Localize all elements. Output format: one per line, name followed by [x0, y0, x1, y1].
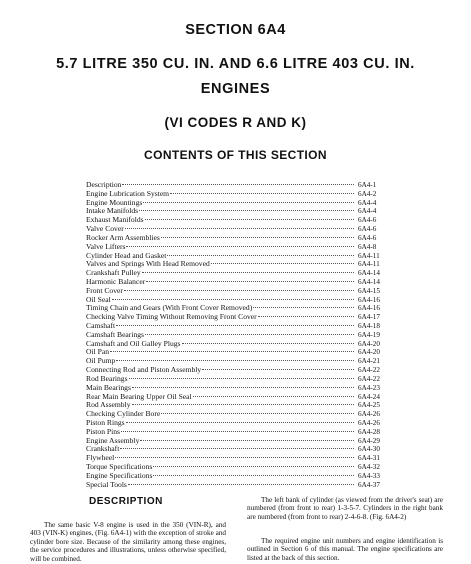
toc-entry-title: Crankshaft Pulley: [86, 268, 141, 278]
toc-entry-title: Piston Pins: [86, 426, 120, 436]
toc-entry-page: 6A4-16: [358, 295, 380, 304]
toc-entry-page: 6A4-30: [358, 445, 380, 454]
toc-entry-title: Rear Main Bearing Upper Oil Seal: [86, 391, 192, 401]
toc-entry-title: Oil Pan: [86, 347, 109, 357]
toc-leader-dots: [129, 378, 354, 379]
toc-leader-dots: [161, 237, 354, 238]
toc-leader-dots: [170, 193, 354, 194]
toc-entry-title: Timing Chain and Gears (With Front Cover Removed): [86, 303, 253, 313]
toc-leader-dots: [143, 202, 354, 203]
toc-entry-page: 6A4-14: [358, 277, 380, 286]
toc-entry-page: 6A4-31: [358, 454, 380, 463]
toc-entry: [86, 481, 396, 490]
table-of-contents: [86, 181, 396, 489]
toc-entry: [86, 348, 396, 357]
toc-entry-page: 6A4-37: [358, 480, 380, 489]
toc-entry-page: 6A4-20: [358, 348, 380, 357]
toc-entry-title: Valves and Springs With Head Removed: [86, 259, 210, 269]
toc-leader-dots: [193, 396, 354, 397]
toc-entry-title: Harmonic Balancer: [86, 276, 146, 286]
toc-entry-title: Valve Lifters: [86, 241, 126, 251]
description-paragraph-right-2: The required engine unit numbers and engine identification is outlined in Section 6 of this manual. The engine specifications are listed at the back of this section.: [247, 537, 443, 562]
toc-leader-dots: [126, 246, 354, 247]
toc-leader-dots: [211, 263, 354, 264]
description-paragraph-left: The same basic V-8 engine is used in the 350 (VIN-R), and 403 (VIN-K) engines, (Fig. 6A4-1) with the exception of stroke and cylinder bore size. Because of the similarity among these engines, the service procedures and illustrations, unless otherwise specified, will be combined.: [30, 521, 226, 563]
toc-leader-dots: [121, 431, 354, 432]
toc-entry-title: Rod Bearings: [86, 373, 128, 383]
toc-entry-title: Flywheel: [86, 453, 115, 463]
toc-entry-title: Cylinder Head and Gasket: [86, 250, 167, 260]
toc-entry-title: Checking Cylinder Bore: [86, 409, 161, 419]
toc-leader-dots: [132, 404, 354, 405]
toc-entry-page: 6A4-29: [358, 436, 380, 445]
toc-entry-title: Camshaft: [86, 321, 116, 330]
toc-entry-title: Checking Valve Timing Without Removing Front Cover: [86, 312, 257, 322]
toc-entry: [86, 445, 396, 454]
toc-entry: [86, 216, 396, 225]
toc-leader-dots: [161, 413, 354, 414]
toc-leader-dots: [182, 343, 355, 344]
toc-leader-dots: [132, 387, 354, 388]
toc-leader-dots: [124, 290, 354, 291]
vi-codes-subtitle: (VI CODES R AND K): [164, 115, 307, 130]
toc-entry-page: 6A4-16: [358, 304, 380, 313]
toc-entry-page: 6A4-4: [358, 198, 377, 207]
toc-entry-page: 6A4-20: [358, 339, 380, 348]
toc-entry-page: 6A4-25: [358, 401, 380, 410]
toc-entry-page: 6A4-26: [358, 410, 380, 419]
toc-leader-dots: [167, 255, 354, 256]
toc-entry-title: Engine Assembly: [86, 435, 140, 445]
toc-entry: [86, 472, 396, 481]
toc-entry-title: Front Cover: [86, 285, 123, 295]
toc-entry-title: Exhaust Manifolds: [86, 215, 144, 225]
toc-leader-dots: [116, 360, 354, 361]
toc-entry-page: 6A4-6: [358, 225, 377, 234]
toc-entry-title: Piston Rings: [86, 417, 125, 427]
toc-leader-dots: [116, 325, 354, 326]
toc-entry-title: Crankshaft: [86, 444, 120, 454]
toc-entry: [86, 287, 396, 296]
toc-entry: [86, 234, 396, 243]
toc-leader-dots: [112, 299, 354, 300]
toc-leader-dots: [202, 369, 354, 370]
toc-entry: [86, 366, 396, 375]
toc-entry-page: 6A4-32: [358, 463, 380, 471]
toc-entry-title: Oil Seal: [86, 294, 111, 304]
toc-entry-page: 6A4-18: [358, 322, 380, 330]
toc-entry-page: 6A4-8: [358, 242, 377, 251]
toc-entry-page: 6A4-15: [358, 286, 380, 295]
contents-heading: CONTENTS OF THIS SECTION: [144, 148, 327, 162]
toc-leader-dots: [139, 210, 354, 211]
toc-entry-title: Camshaft Bearings: [86, 329, 144, 339]
toc-leader-dots: [122, 184, 354, 185]
toc-entry-page: 6A4-28: [358, 427, 380, 436]
toc-leader-dots: [142, 272, 354, 273]
toc-leader-dots: [153, 475, 354, 476]
toc-entry-title: Rod Assembly: [86, 400, 131, 410]
toc-leader-dots: [253, 307, 354, 308]
toc-leader-dots: [125, 228, 354, 229]
toc-entry-page: 6A4-14: [358, 269, 380, 278]
toc-entry-page: 6A4-22: [358, 374, 380, 383]
toc-leader-dots: [258, 316, 354, 317]
description-paragraph-right-1: The left bank of cylinder (as viewed from the driver's seat) are numbered (from front to rear) 1-3-5-7. Cylinders in the right bank are numbered (from front to rear) 2-4-6-8. (Fig. 6A4-2): [247, 496, 443, 521]
toc-leader-dots: [145, 334, 354, 335]
toc-entry-title: Intake Manifolds: [86, 206, 139, 216]
toc-leader-dots: [110, 351, 354, 352]
toc-entry: [86, 437, 396, 446]
description-heading: DESCRIPTION: [89, 496, 163, 507]
toc-entry: [86, 410, 396, 419]
toc-leader-dots: [120, 448, 354, 449]
toc-leader-dots: [153, 466, 354, 467]
toc-entry-page: 6A4-24: [358, 392, 380, 401]
toc-entry-title: Special Tools: [86, 479, 127, 489]
toc-leader-dots: [126, 422, 354, 423]
toc-entry-title: Engine Lubrication System: [86, 188, 170, 198]
toc-entry-title: Description: [86, 180, 122, 189]
toc-entry-page: 6A4-4: [358, 207, 377, 216]
toc-entry-title: Connecting Rod and Piston Assembly: [86, 365, 202, 375]
toc-leader-dots: [146, 281, 354, 282]
toc-entry-title: Oil Pump: [86, 356, 116, 366]
toc-entry-page: 6A4-23: [358, 383, 380, 392]
toc-entry: [86, 375, 396, 384]
toc-leader-dots: [115, 457, 354, 458]
toc-entry-page: 6A4-17: [358, 313, 380, 322]
toc-entry-page: 6A4-6: [358, 233, 377, 242]
toc-entry-page: 6A4-1: [358, 181, 377, 189]
toc-entry-page: 6A4-33: [358, 471, 380, 480]
toc-entry-page: 6A4-22: [358, 366, 380, 375]
toc-entry: [86, 419, 396, 428]
toc-entry-title: Rocker Arm Assemblies: [86, 232, 160, 242]
toc-entry-page: 6A4-6: [358, 216, 377, 225]
toc-entry: [86, 340, 396, 349]
toc-entry-page: 6A4-19: [358, 330, 380, 339]
toc-entry-title: Valve Cover: [86, 224, 124, 234]
toc-entry-page: 6A4-26: [358, 418, 380, 427]
toc-entry: [86, 393, 396, 402]
section-title: SECTION 6A4: [185, 22, 286, 38]
toc-entry-title: Engine Mountings: [86, 197, 143, 207]
toc-entry: [86, 313, 396, 322]
toc-leader-dots: [140, 440, 354, 441]
page-title: 5.7 LITRE 350 CU. IN. AND 6.6 LITRE 403 CU. IN. ENGINES: [56, 56, 415, 97]
toc-entry-page: 6A4-11: [358, 251, 380, 260]
toc-entry-title: Camshaft and Oil Galley Plugs: [86, 338, 181, 348]
toc-entry-title: Main Bearings: [86, 382, 131, 392]
toc-entry-title: Engine Specifications: [86, 470, 153, 480]
toc-leader-dots: [145, 219, 354, 220]
toc-leader-dots: [128, 484, 354, 485]
toc-entry-page: 6A4-11: [358, 260, 380, 269]
toc-entry-page: 6A4-21: [358, 357, 380, 366]
toc-entry: [86, 278, 396, 287]
toc-entry-page: 6A4-2: [358, 189, 377, 198]
toc-entry-title: Torque Specifications: [86, 462, 153, 471]
